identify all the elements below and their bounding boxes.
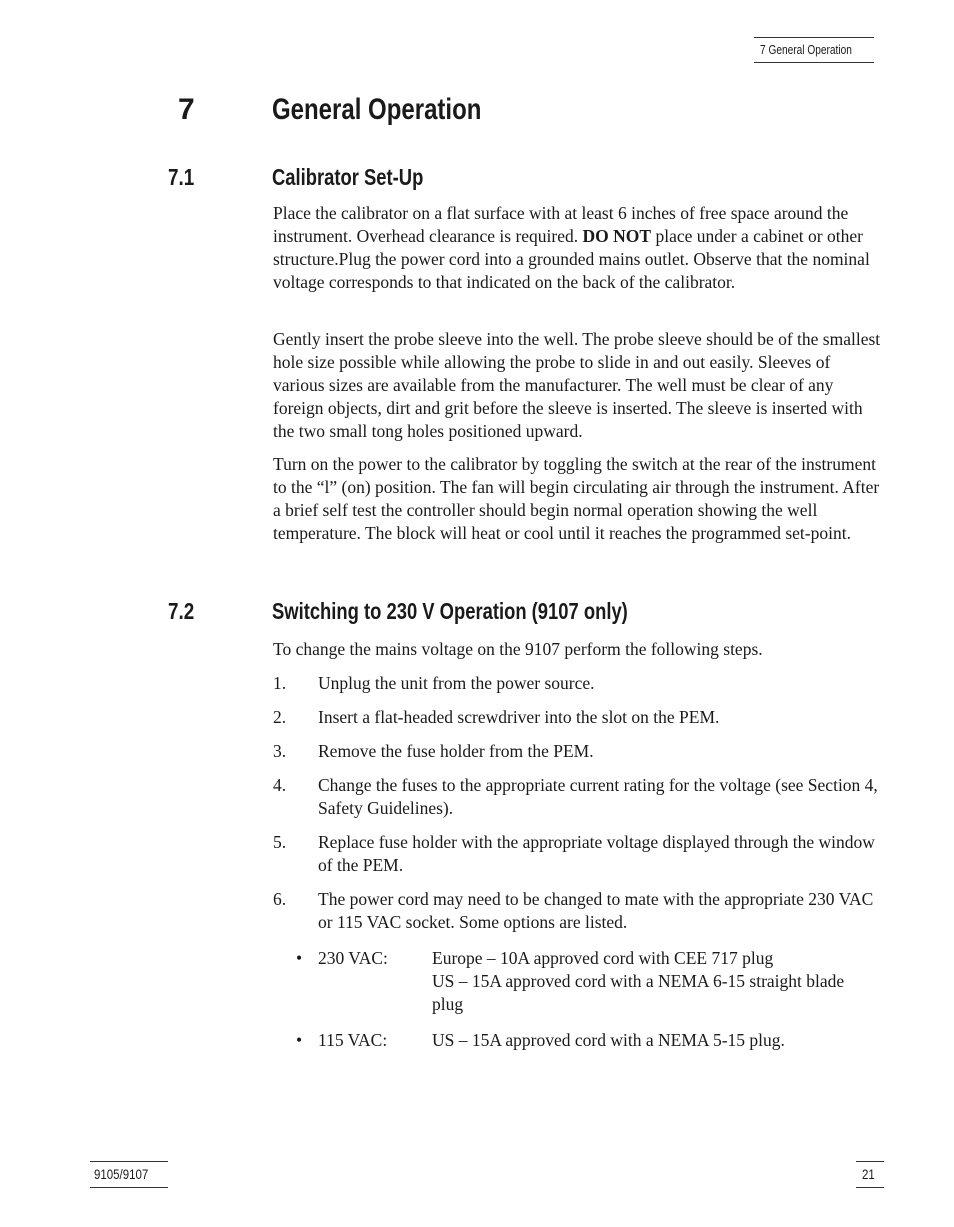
running-header xyxy=(754,37,874,63)
footer-model: 9105/9107 xyxy=(94,1166,149,1182)
step-number: 2. xyxy=(273,707,287,727)
footer-model-box xyxy=(90,1161,168,1188)
step-number: 1. xyxy=(273,673,287,693)
section-number: 7.1 xyxy=(168,164,195,190)
bullet: • xyxy=(296,948,303,968)
option-text: Europe – 10A approved cord with CEE 717 plug xyxy=(432,948,774,968)
chapter-number: 7 xyxy=(178,93,195,126)
step-number: 4. xyxy=(273,775,287,795)
section-number: 7.2 xyxy=(168,598,195,624)
step-text: The power cord may need to be changed to mate with the appropriate 230 VAC or 115 VAC socket. Some options are listed. xyxy=(318,889,874,932)
paragraph-text: Place the calibrator on a flat surface with at least 6 inches of free space around the instrument. Overhead clearance is required. xyxy=(273,203,849,246)
paragraph-probe-sleeve: Gently insert the probe sleeve into the well. The probe sleeve should be of the smallest hole size possible while allowing the probe to slide in and out easily. Sleeves of various sizes are available from the manufacturer. The well must be clear of any foreign objects, dirt and grit before the sleeve is inserted. The sleeve is inserted with the two small tong holes positioned upward. xyxy=(273,329,881,441)
option-text: US – 15A approved cord with a NEMA 6-15 straight blade plug xyxy=(432,971,845,1014)
step-number: 3. xyxy=(273,741,287,761)
step-number: 6. xyxy=(273,889,287,909)
step-text: Replace fuse holder with the appropriate voltage displayed through the window of the PEM. xyxy=(318,832,875,875)
chapter-title: General Operation xyxy=(272,93,482,126)
step-number: 5. xyxy=(273,832,287,852)
section-title: Switching to 230 V Operation (9107 only) xyxy=(272,598,628,624)
step-text: Insert a flat-headed screwdriver into the slot on the PEM. xyxy=(318,707,720,727)
bullet: • xyxy=(296,1030,303,1050)
footer-page-box xyxy=(856,1161,884,1188)
step-text: Change the fuses to the appropriate current rating for the voltage (see Section 4, Safety Guidelines). xyxy=(318,775,878,818)
warning-emphasis: DO NOT xyxy=(582,226,652,246)
paragraph-text: place under a cabinet or other structure.Plug the power cord into a grounded mains outlet. Observe that the nominal voltage corresponds to that indicated on the back of the calibrator. xyxy=(273,226,870,292)
page-number: 21 xyxy=(862,1166,875,1182)
option-label: 230 VAC: xyxy=(318,948,388,968)
section-title: Calibrator Set-Up xyxy=(272,164,424,190)
paragraph-intro: To change the mains voltage on the 9107 perform the following steps. xyxy=(273,639,763,659)
step-text: Remove the fuse holder from the PEM. xyxy=(318,741,594,761)
paragraph-setup-location xyxy=(273,202,885,294)
running-header-title: 7 General Operation xyxy=(760,42,852,57)
paragraph-power-on: Turn on the power to the calibrator by toggling the switch at the rear of the instrument to the “l” (on) position. The fan will begin circulating air through the instrument. After a brief self test the controller should begin normal operation showing the well temperature. The block will heat or cool until it reaches the programmed set-point. xyxy=(273,454,880,543)
step-text: Unplug the unit from the power source. xyxy=(318,673,595,693)
option-label: 115 VAC: xyxy=(318,1030,388,1050)
option-text: US – 15A approved cord with a NEMA 5-15 plug. xyxy=(432,1030,785,1050)
